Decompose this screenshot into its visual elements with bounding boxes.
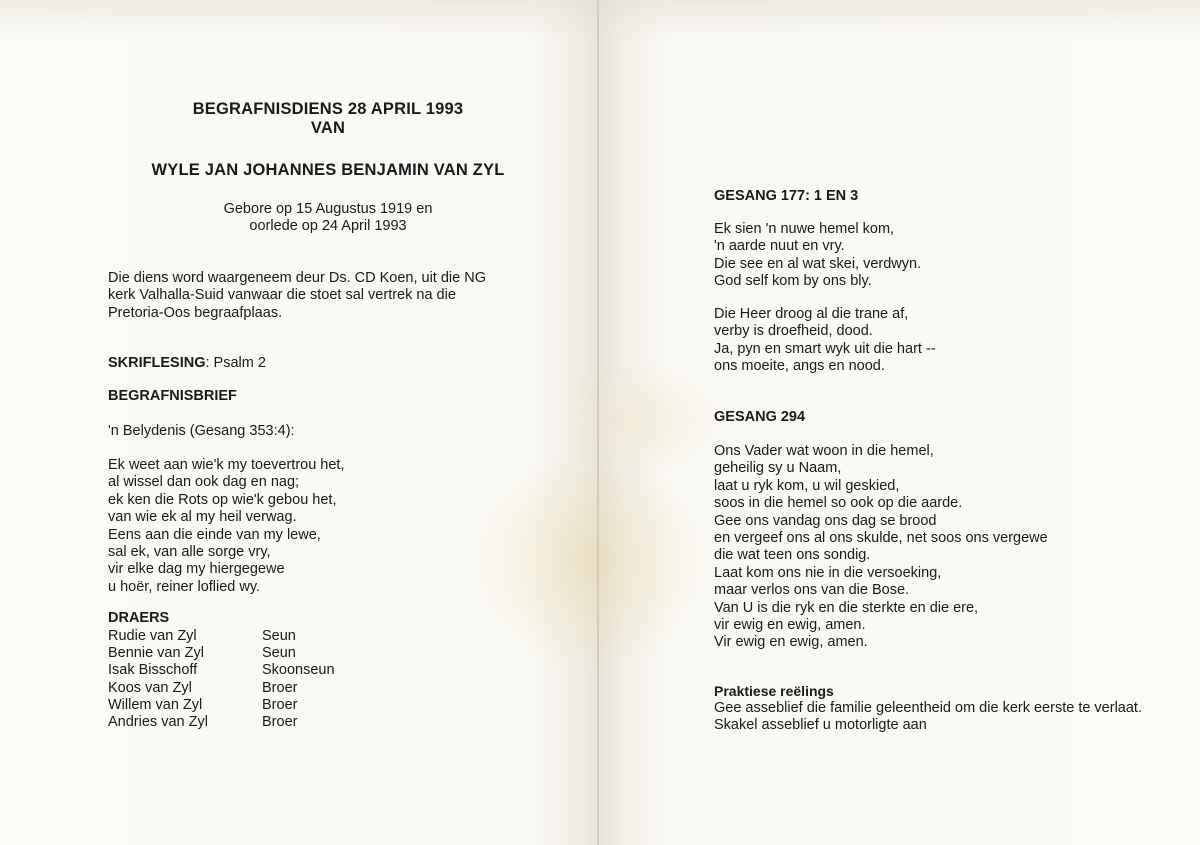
bearer-name: Bennie van Zyl	[108, 645, 204, 662]
hymn-177-verse-1	[714, 221, 921, 291]
verse-line: Gee ons vandag ons dag se brood	[714, 512, 937, 529]
hymn-294-heading: GESANG 294	[714, 409, 806, 425]
verse-line: en vergeef ons al ons skulde, net soos ons vergewe	[714, 530, 1048, 547]
verse-line: ons moeite, angs en nood.	[714, 358, 885, 375]
verse-line: van wie ek al my heil verwag.	[108, 509, 297, 526]
verse-line: Van U is die ryk en die sterkte en die ere,	[714, 599, 979, 616]
verse-line: vir ewig en ewig, amen.	[714, 617, 866, 634]
death-date-line: oorlede op 24 April 1993	[249, 218, 407, 234]
bearer-name: Isak Bisschoff	[108, 662, 198, 679]
birth-date-line: Gebore op 15 Augustus 1919 en	[223, 201, 433, 217]
service-title: BEGRAFNISDIENS 28 APRIL 1993	[192, 100, 464, 118]
bearer-row	[108, 662, 408, 679]
verse-line: Vir ewig en ewig, amen.	[714, 634, 868, 651]
center-fold	[597, 0, 599, 845]
verse-line: laat u ryk kom, u wil geskied,	[714, 477, 900, 494]
bearer-name: Andries van Zyl	[108, 713, 208, 730]
verse-line: verby is droefheid, dood.	[714, 323, 873, 340]
confession-verse	[108, 457, 345, 596]
verse-line: God self kom by ons bly.	[714, 273, 872, 290]
bearer-row	[108, 645, 408, 662]
service-details	[108, 270, 486, 322]
verse-line: Laat kom ons nie in die versoeking,	[714, 564, 942, 581]
verse-line: sal ek, van alle sorge vry,	[108, 544, 271, 561]
service-title-van: VAN	[310, 119, 346, 137]
service-line: kerk Valhalla-Suid vanwaar die stoet sal vertrek na die	[108, 287, 456, 304]
bearer-row	[108, 697, 408, 714]
verse-line: Die see en al wat skei, verdwyn.	[714, 255, 922, 272]
verse-line: Eens aan die einde van my lewe,	[108, 526, 321, 543]
left-page	[108, 0, 548, 845]
service-line: Pretoria-Oos begraafplaas.	[108, 304, 283, 321]
bearer-relation: Skoonseun	[262, 662, 335, 679]
bearer-relation: Seun	[262, 628, 296, 644]
bearer-row	[108, 680, 408, 697]
bearer-name: Koos van Zyl	[108, 679, 192, 696]
verse-line: Ek sien 'n nuwe hemel kom,	[714, 221, 895, 237]
verse-line: ek ken die Rots op wie'k gebou het,	[108, 491, 337, 508]
bearer-name: Rudie van Zyl	[108, 628, 197, 644]
verse-line: 'n aarde nuut en vry.	[714, 238, 845, 255]
service-line: Die diens word waargeneem deur Ds. CD Koen, uit die NG	[108, 270, 486, 286]
bearer-relation: Broer	[262, 696, 298, 713]
verse-line: soos in die hemel so ook op die aarde.	[714, 495, 963, 512]
practical-arrangements-text	[714, 700, 1142, 735]
right-page	[714, 0, 1184, 845]
bearer-row	[108, 714, 408, 731]
confession-title: 'n Belydenis (Gesang 353:4):	[108, 423, 295, 439]
bearer-relation: Broer	[262, 713, 298, 730]
verse-line: Ons Vader wat woon in die hemel,	[714, 443, 934, 459]
verse-line: Die Heer droog al die trane af,	[714, 306, 909, 322]
verse-line: vir elke dag my hiergegewe	[108, 561, 285, 578]
letter-heading: BEGRAFNISBRIEF	[108, 388, 237, 404]
bearers-heading: DRAERS	[108, 610, 170, 626]
practical-arrangements-heading: Praktiese reëlings	[714, 683, 834, 699]
verse-line: maar verlos ons van die Bose.	[714, 582, 910, 599]
verse-line: al wissel dan ook dag en nag;	[108, 474, 300, 491]
arrangement-line: Skakel asseblief u motorligte aan	[714, 717, 927, 734]
bearer-relation: Seun	[262, 645, 296, 662]
hymn-177-heading: GESANG 177: 1 EN 3	[714, 188, 859, 204]
deceased-name: WYLE JAN JOHANNES BENJAMIN VAN ZYL	[151, 161, 505, 179]
scripture-heading: SKRIFLESING	[108, 355, 206, 371]
verse-line: die wat teen ons sondig.	[714, 547, 871, 564]
bearer-row	[108, 628, 408, 645]
hymn-294-text	[714, 443, 1048, 652]
verse-line: Ek weet aan wie'k my toevertrou het,	[108, 457, 345, 473]
bearer-name: Willem van Zyl	[108, 696, 203, 713]
hymn-177-verse-3	[714, 306, 936, 376]
verse-line: u hoër, reiner loflied wy.	[108, 578, 261, 595]
verse-line: Ja, pyn en smart wyk uit die hart --	[714, 340, 936, 357]
scripture-text: : Psalm 2	[205, 355, 266, 371]
bearers-list	[108, 628, 408, 731]
verse-line: geheilig sy u Naam,	[714, 460, 842, 477]
bearer-relation: Broer	[262, 679, 298, 696]
arrangement-line: Gee asseblief die familie geleentheid om die kerk eerste te verlaat.	[714, 700, 1142, 716]
scripture-reading	[108, 355, 266, 372]
